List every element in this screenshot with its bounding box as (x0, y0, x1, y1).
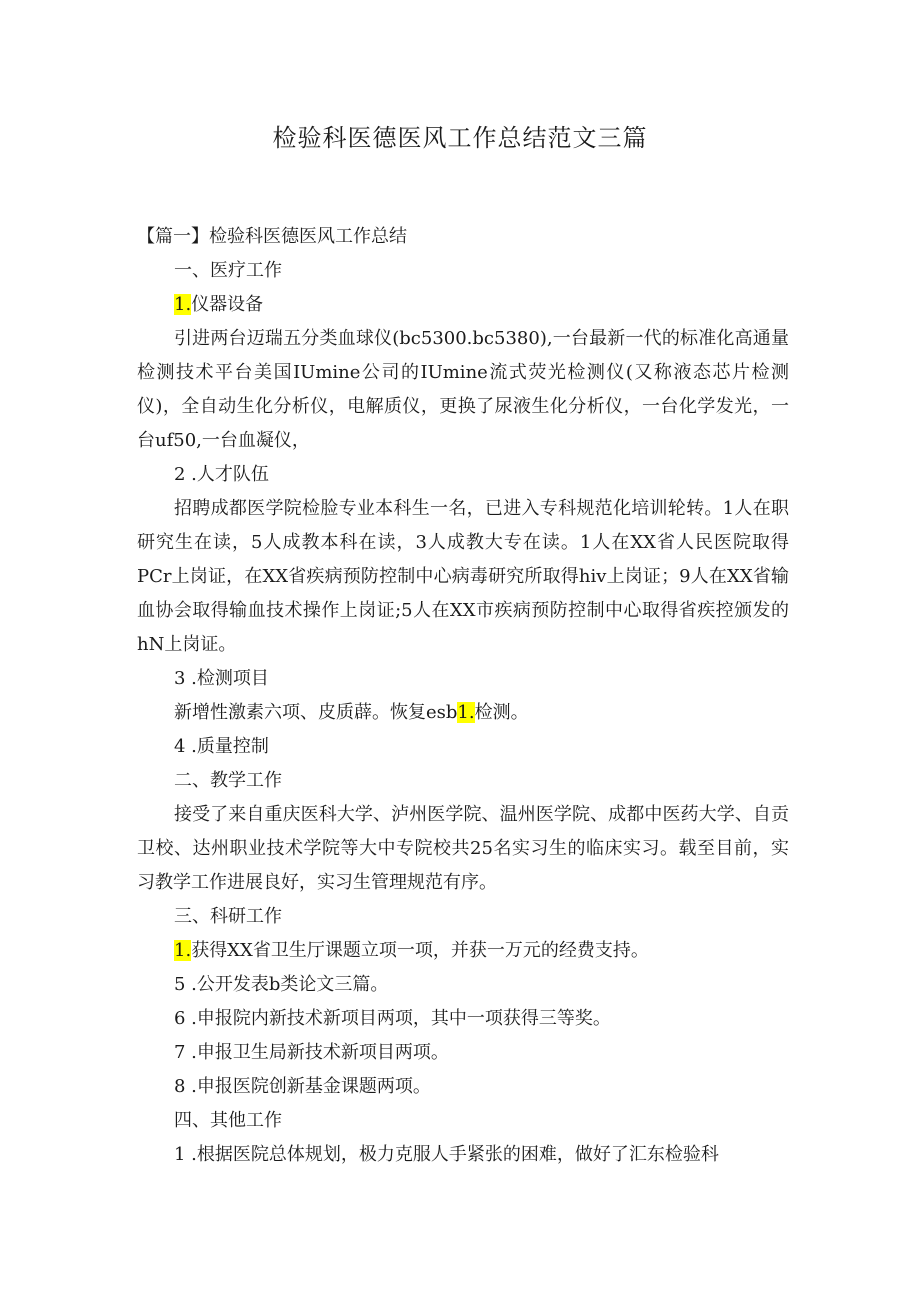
part-heading: 【篇一】检验科医德医风工作总结 (137, 226, 407, 247)
item-tests: 3 .检测项目 (174, 668, 269, 689)
section-heading-teaching: 二、教学工作 (174, 770, 282, 791)
section-heading-medical: 一、医疗工作 (174, 260, 282, 281)
tests-text-a: 新增性激素六项、皮质薜。恢复esb (174, 702, 458, 723)
research-item-1-text: 获得XX省卫生厅课题立项一项，并获一万元的经费支持。 (191, 940, 649, 961)
item-equipment-text: 仪器设备 (191, 294, 264, 315)
highlighted-number: 1. (174, 294, 192, 315)
tests-text-b: 检测。 (474, 702, 529, 723)
document-title: 检验科医德医风工作总结范文三篇 (272, 124, 648, 152)
item-equipment (137, 288, 789, 322)
highlighted-number: 1. (457, 702, 475, 723)
highlighted-number: 1. (174, 940, 192, 961)
research-item-5: 5 .公开发表b类论文三篇。 (174, 974, 389, 995)
research-item-7: 7 .申报卫生局新技术新项目两项。 (174, 1042, 449, 1063)
other-item-1: 1 .根据医院总体规划，极力克服人手紧张的困难，做好了汇东检验科 (174, 1144, 719, 1165)
item-quality: 4 .质量控制 (174, 736, 269, 757)
research-item-1 (137, 934, 789, 968)
paragraph-teaching: 接受了来自重庆医科大学、泸州医学院、温州医学院、成都中医药大学、自贡卫校、达州职业技术学院等大中专院校共25名实习生的临床实习。载至目前，实习教学工作进展良好，实习生管理规范有序。 (137, 804, 789, 893)
paragraph-equipment: 引进两台迈瑞五分类血球仪(bc5300.bc5380),一台最新一代的标准化高通量检测技术平台美国IUmine公司的IUmine流式荧光检测仪(又称液态芯片检测仪)，全自动生化分析仪，电解质仪，更换了尿液生化分析仪，一台化学发光，一台uf50,一台血凝仪， (137, 328, 789, 451)
section-heading-other: 四、其他工作 (174, 1110, 282, 1131)
research-item-8: 8 .申报医院创新基金课题两项。 (174, 1076, 431, 1097)
paragraph-tests (137, 696, 789, 730)
section-heading-research: 三、科研工作 (174, 906, 282, 927)
paragraph-staff: 招聘成都医学院检脸专业本科生一名，已进入专科规范化培训轮转。1人在职研究生在读，5人成教本科在读，3人成教大专在读。1人在XX省人民医院取得PCr上岗证，在XX省疾病预防控制中心病毒研究所取得hiv上岗证；9人在XX省输血协会取得输血技术操作上岗证;5人在XX市疾病预防控制中心取得省疾控颁发的hN上岗证。 (137, 498, 789, 655)
item-staff: 2 .人才队伍 (174, 464, 269, 485)
research-item-6: 6 .申报院内新技术新项目两项，其中一项获得三等奖。 (174, 1008, 611, 1029)
document-body (137, 220, 789, 1172)
